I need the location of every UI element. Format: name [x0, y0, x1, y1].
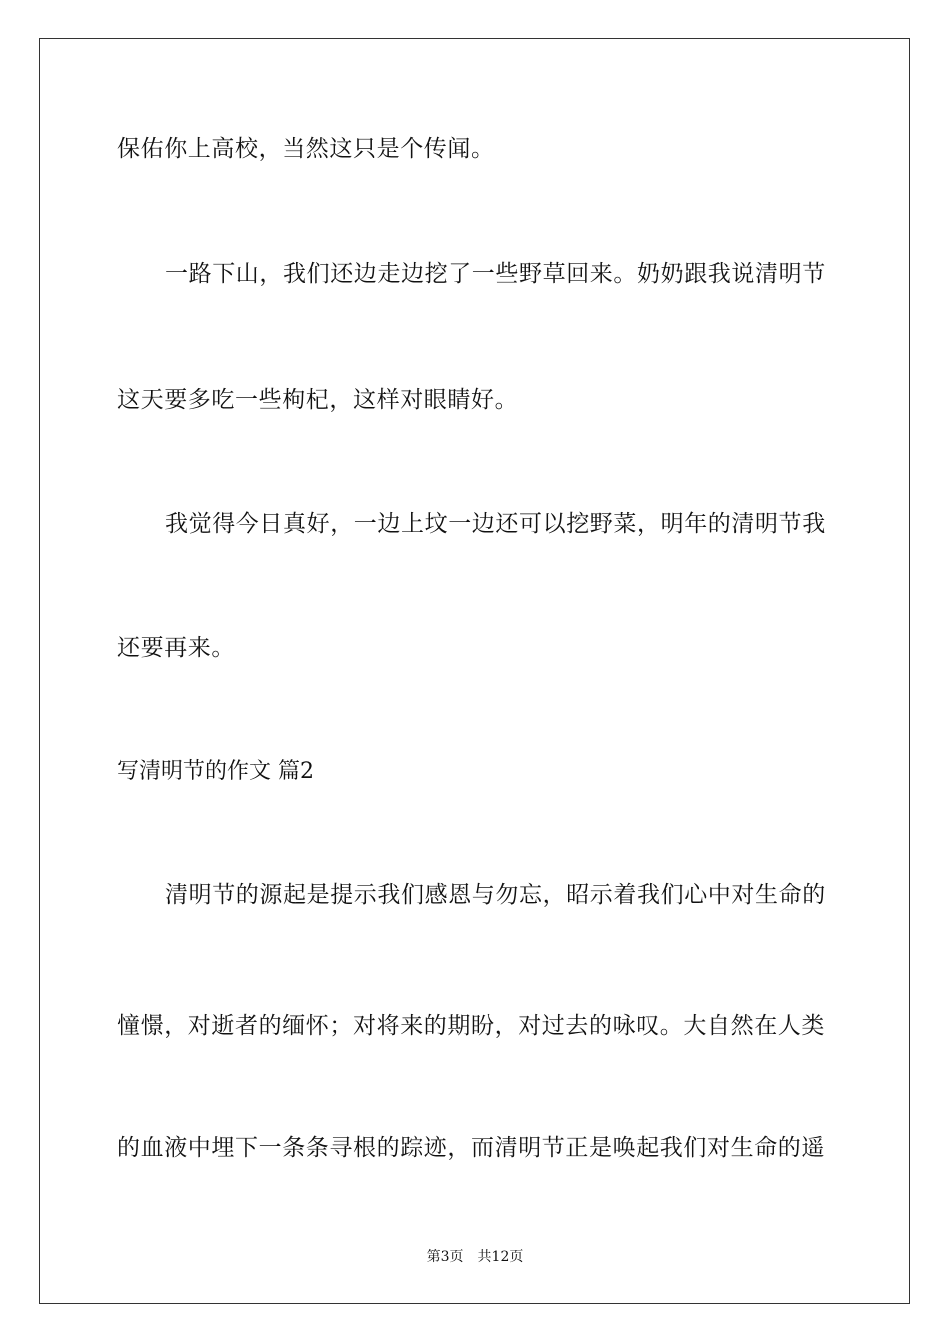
- section-heading: 写清明节的作文 篇2: [117, 759, 314, 784]
- page-border: [39, 38, 910, 1304]
- body-line-8: 的血液中埋下一条条寻根的踪迹，而清明节正是唤起我们对生命的遥: [117, 1135, 825, 1161]
- body-line-1: 保佑你上高校，当然这只是个传闻。: [117, 136, 495, 162]
- page-footer: [0, 1248, 950, 1266]
- total-pages: 共12页: [477, 1249, 524, 1265]
- body-line-4: 我觉得今日真好，一边上坟一边还可以挖野菜，明年的清明节我: [165, 511, 826, 537]
- body-line-2: 一路下山，我们还边走边挖了一些野草回来。奶奶跟我说清明节: [165, 261, 826, 287]
- body-line-6: 清明节的源起是提示我们感恩与勿忘，昭示着我们心中对生命的: [165, 882, 826, 908]
- page-number: 第3页: [426, 1249, 464, 1265]
- body-line-5: 还要再来。: [117, 635, 235, 661]
- body-line-7: 憧憬，对逝者的缅怀；对将来的期盼，对过去的咏叹。大自然在人类: [117, 1013, 825, 1039]
- body-line-3: 这天要多吃一些枸杞，这样对眼睛好。: [117, 387, 519, 413]
